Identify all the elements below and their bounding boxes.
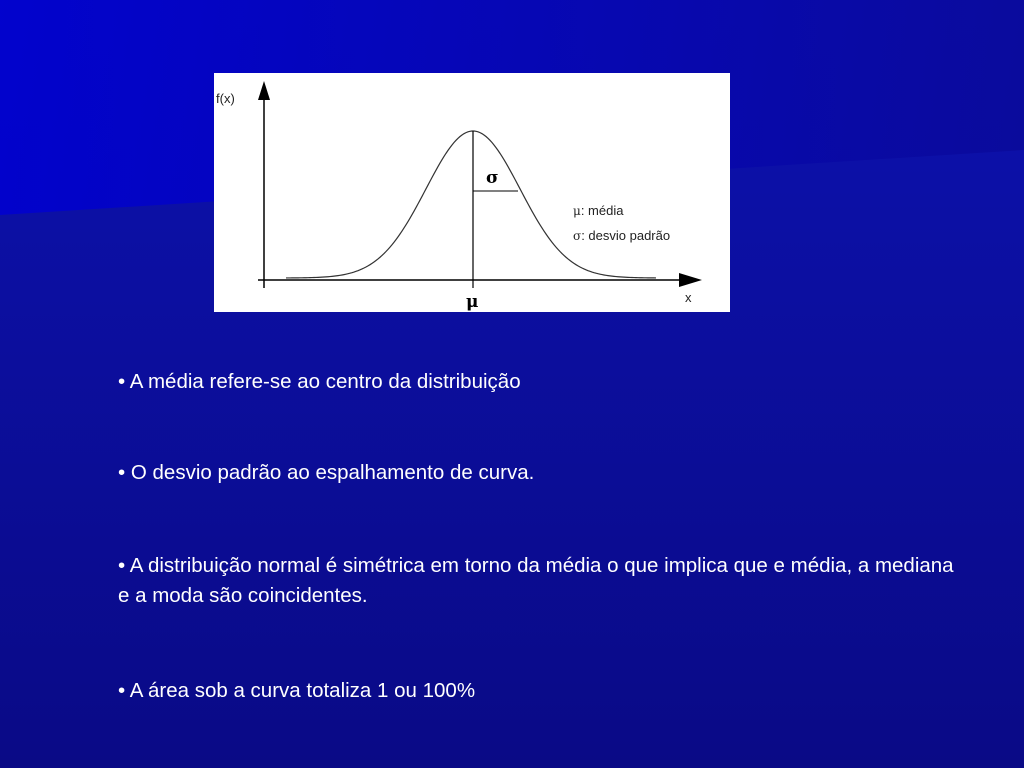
x-axis-arrow (679, 273, 702, 287)
bullet-item: • A distribuição normal é simétrica em torno da média o que implica que e média, a mediana e a moda são coincidentes. (118, 554, 954, 607)
legend-symbol-mean: μ (573, 204, 581, 218)
bullet-item: • O desvio padrão ao espalhamento de curva. (118, 461, 535, 484)
normal-distribution-diagram (214, 73, 730, 312)
normal-distribution-figure (214, 73, 730, 312)
sigma-symbol: σ (486, 168, 499, 188)
legend (573, 203, 670, 243)
x-axis-label: x (685, 290, 692, 305)
legend-item-mean (573, 203, 624, 218)
y-axis-arrow (258, 81, 270, 100)
legend-symbol-sigma: σ (573, 229, 582, 243)
bullet-item: • A média refere-se ao centro da distribuição (118, 370, 521, 393)
legend-item-sigma (573, 228, 670, 243)
mean-symbol: μ (466, 292, 479, 312)
legend-text-mean: : média (580, 203, 624, 218)
bullet-item: • A área sob a curva totaliza 1 ou 100% (118, 679, 476, 702)
y-axis-label: f(x) (216, 91, 235, 106)
legend-text-sigma: : desvio padrão (581, 228, 671, 243)
